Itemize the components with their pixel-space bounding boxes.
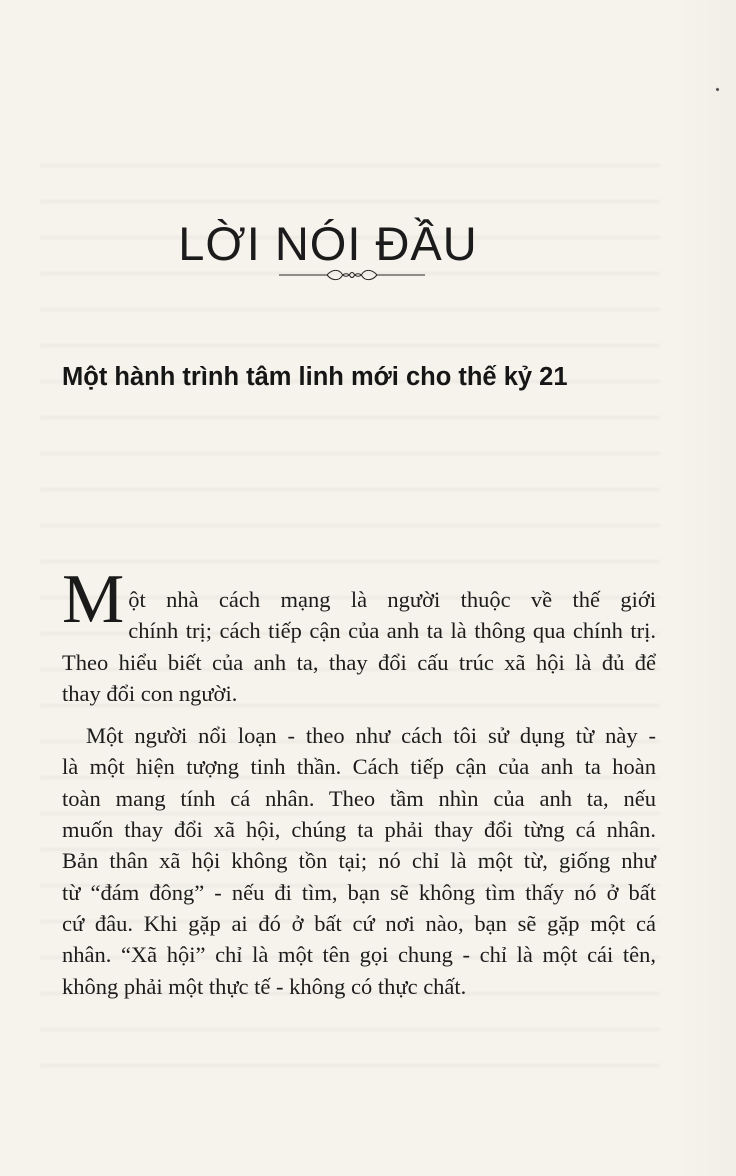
text-line: chính trị; cách tiếp cận của anh ta là thông qua chính trị.	[128, 618, 656, 644]
text-line: nhân. “Xã hội” chỉ là một tên gọi chung - chỉ là một cái tên,	[62, 942, 656, 968]
text-line: là một hiện tượng tinh thần. Cách tiếp cận của anh ta hoàn	[62, 754, 656, 780]
chapter-heading: LỜI NÓI ĐẦU	[178, 217, 478, 270]
paragraph-1	[62, 561, 656, 709]
paragraph-2	[62, 720, 656, 1002]
text-line: Theo hiểu biết của anh ta, thay đổi cấu trúc xã hội là đủ để	[62, 649, 656, 675]
ornamental-divider	[279, 266, 425, 284]
text-line: ột nhà cách mạng là người thuộc về thế giới	[128, 587, 656, 612]
body-text	[62, 561, 656, 1002]
text-line: Một người nổi loạn - theo như cách tôi sử dụng từ này -	[86, 723, 656, 749]
text-line: từ “đám đông” - nếu đi tìm, bạn sẽ không tìm thấy nó ở bất	[62, 879, 656, 905]
text-line: muốn thay đổi xã hội, chúng ta phải thay đổi từng cá nhân.	[62, 817, 656, 843]
text-line: Bản thân xã hội không tồn tại; nó chỉ là một từ, giống như	[62, 848, 656, 874]
text-line: cứ đâu. Khi gặp ai đó ở bất cứ nơi nào, bạn sẽ gặp một cá	[62, 910, 656, 936]
chapter-subtitle: Một hành trình tâm linh mới cho thế kỷ 21	[62, 363, 568, 391]
text-line: không phải một thực tế - không có thực chất.	[62, 973, 467, 999]
ink-speck	[715, 87, 719, 91]
text-line: thay đổi con người.	[62, 680, 238, 706]
text-line: toàn mang tính cá nhân. Theo tầm nhìn của anh ta, nếu	[62, 785, 656, 811]
drop-cap: M	[62, 561, 125, 638]
